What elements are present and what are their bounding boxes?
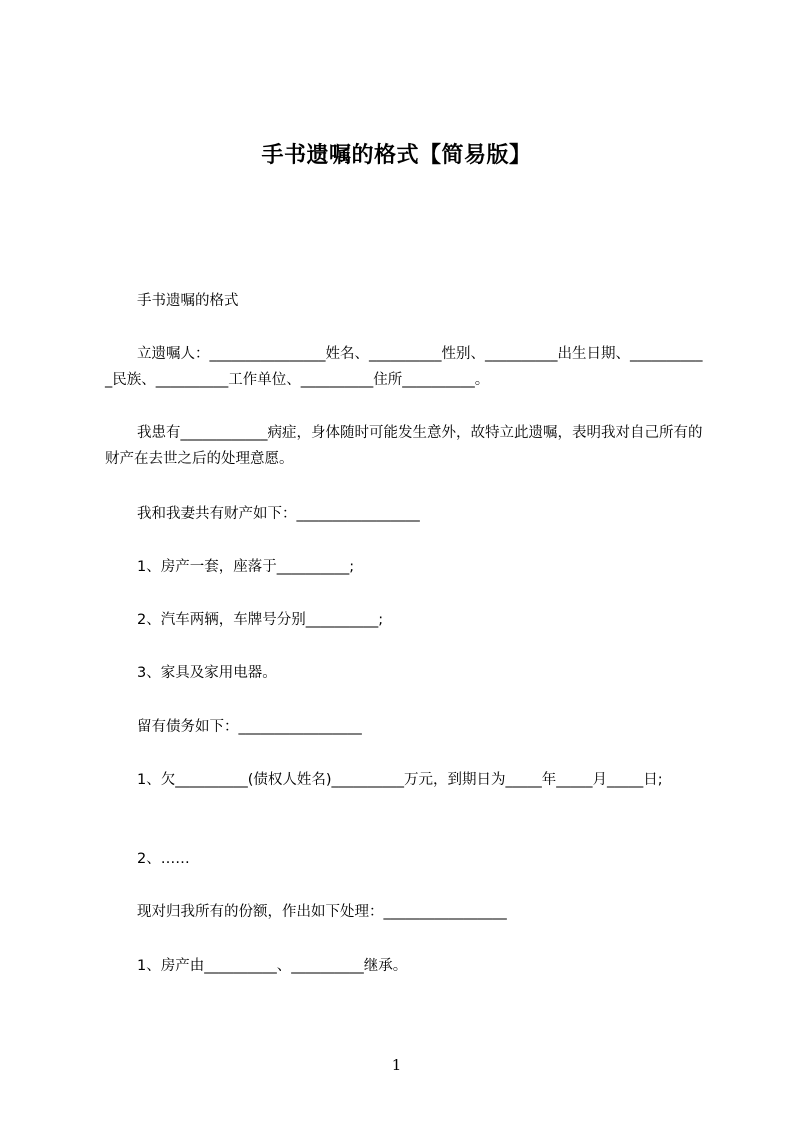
paragraph-joint-property: 我和我妻共有财产如下：_________________: [137, 506, 420, 522]
paragraph-testator-info: 立遗嘱人：________________姓名、__________性别、__________出生日期、___________民族、__________工作单位、__________住所__________。: [105, 346, 703, 388]
paragraph-debts: 留有债务如下：_________________: [137, 719, 362, 735]
list-item-house: 1、房产一套，座落于__________;: [137, 559, 355, 575]
paragraph-intent: 我患有____________病症，身体随时可能发生意外，故特立此遗嘱，表明我对自己所有的财产在去世之后的处理意愿。: [105, 425, 703, 467]
list-item-furniture: 3、家具及家用电器。: [137, 665, 277, 681]
list-item-house-inheritance: 1、房产由__________、__________继承。: [137, 958, 408, 974]
subheading-format: 手书遗嘱的格式: [137, 293, 239, 309]
list-item-debt-1: 1、欠__________(债权人姓名)__________万元，到期日为_____年_____月_____日;: [137, 772, 663, 788]
list-item-debt-2: 2、……: [137, 851, 190, 867]
document-title: 手书遗嘱的格式【简易版】: [261, 143, 532, 168]
paragraph-disposition: 现对归我所有的份额，作出如下处理：_________________: [137, 904, 507, 920]
page-number: 1: [391, 1056, 402, 1074]
list-item-cars: 2、汽车两辆，车牌号分别__________;: [137, 612, 384, 628]
